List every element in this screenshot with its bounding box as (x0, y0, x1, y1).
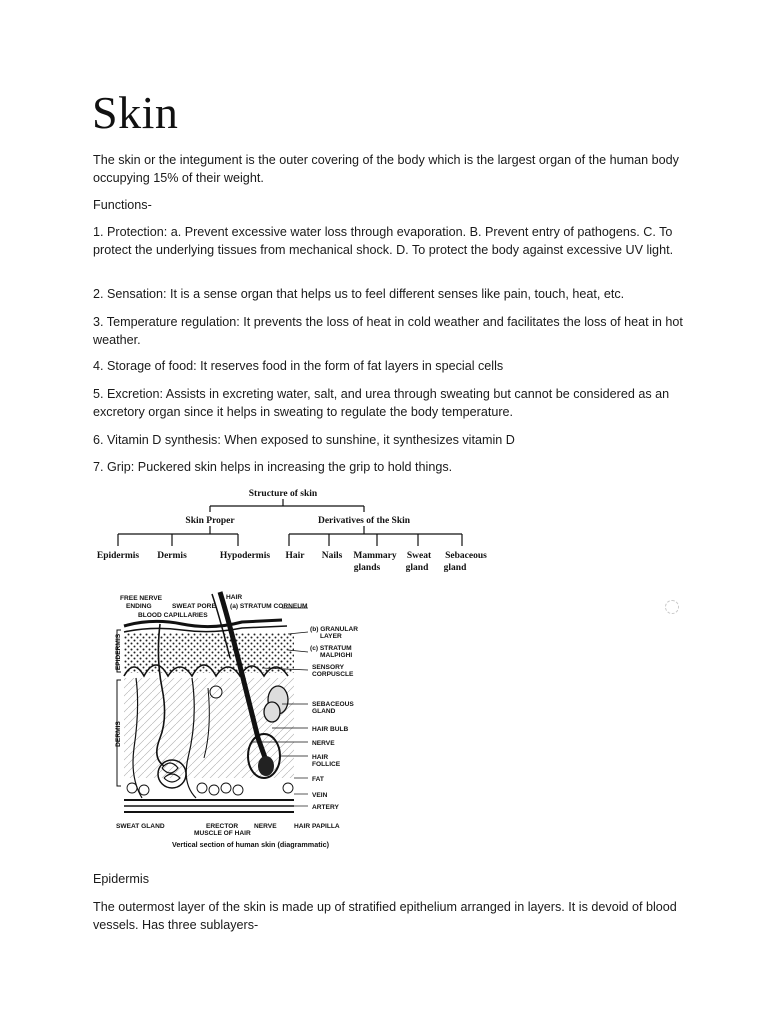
functions-heading: Functions- (93, 198, 152, 212)
label-vein: VEIN (312, 792, 328, 799)
label-free-nerve-ending: ENDING (126, 603, 152, 610)
label-dermis-side: DERMIS (115, 721, 122, 747)
label-hair: HAIR (226, 594, 243, 601)
label-sebaceous-2: GLAND (312, 708, 336, 715)
tree-sweat: Sweat (406, 551, 432, 561)
tree-epidermis: Epidermis (96, 551, 140, 561)
tree-derivatives: Derivatives of the Skin (317, 516, 411, 526)
label-free-nerve: FREE NERVE (120, 595, 163, 602)
label-sensory-2: CORPUSCLE (312, 671, 354, 678)
page-title: Skin (92, 87, 179, 138)
function-protection: 1. Protection: a. Prevent excessive water loss through evaporation. B. Prevent entry of pathogens. C. To protect the underlying tissues from mechanical shock. D. To protect the body against excessive UV light. (93, 225, 674, 257)
tree-hair: Hair (285, 551, 305, 561)
label-sensory: SENSORY (312, 664, 344, 671)
label-epidermis-side: EPIDERMIS (115, 633, 122, 671)
label-granular: (b) GRANULAR (310, 626, 358, 633)
label-fat: FAT (312, 776, 324, 783)
skin-section-illustration (117, 592, 308, 812)
tree-sebaceous: Sebaceous (445, 551, 487, 561)
label-malpighi-2: MALPIGHI (320, 652, 353, 659)
label-hair-follicle: HAIR (312, 754, 329, 761)
tree-sebaceous-2: gland (443, 563, 467, 573)
skin-section-diagram (112, 588, 370, 858)
function-vitamin-d: 6. Vitamin D synthesis: When exposed to sunshine, it synthesizes vitamin D (93, 433, 515, 447)
tree-mammary: Mammary (353, 551, 397, 561)
tree-hypodermis: Hypodermis (219, 551, 271, 561)
label-hair-bulb: HAIR BULB (312, 726, 349, 733)
label-blood-capillaries: BLOOD CAPILLARIES (138, 612, 208, 619)
tree-skin-proper: Skin Proper (185, 516, 235, 526)
function-sensation: 2. Sensation: It is a sense organ that helps us to feel different senses like pain, touch, heat, etc. (93, 287, 625, 301)
label-hair-papilla: HAIR PAPILLA (294, 823, 340, 830)
label-hair-follicle-2: FOLLICE (312, 761, 341, 768)
tree-sweat-2: gland (405, 563, 429, 573)
tree-nails: Nails (321, 551, 343, 561)
skin-structure-tree (92, 484, 494, 576)
intro-paragraph: The skin or the integument is the outer covering of the body which is the largest organ of the human body occupying 15% of their weight. (93, 153, 679, 185)
tree-root: Structure of skin (248, 489, 318, 499)
label-sebaceous: SEBACEOUS (312, 701, 354, 708)
label-stratum-corneum: (a) STRATUM CORNEUM (230, 603, 308, 610)
label-nerve-right: NERVE (312, 740, 335, 747)
epidermis-heading: Epidermis (93, 872, 149, 886)
label-sweat-gland: SWEAT GLAND (116, 823, 165, 830)
tree-dermis: Dermis (157, 551, 187, 561)
tree-mammary-2: glands (353, 563, 381, 573)
label-erector-2: MUSCLE OF HAIR (194, 830, 251, 837)
label-malpighi: (c) STRATUM (310, 645, 352, 652)
label-granular-2: LAYER (320, 633, 342, 640)
label-erector: ERECTOR (206, 823, 239, 830)
section-caption: Vertical section of human skin (diagrammatic) (172, 840, 329, 849)
function-excretion: 5. Excretion: Assists in excreting water, salt, and urea through sweating but cannot be considered as an excretory organ since it helps in sweating to regulate the body temperature. (93, 387, 670, 419)
function-grip: 7. Grip: Puckered skin helps in increasing the grip to hold things. (93, 460, 453, 474)
function-temperature: 3. Temperature regulation: It prevents the loss of heat in cold weather and facilitates the loss of heat in hot weather. (93, 315, 683, 347)
label-artery: ARTERY (312, 804, 339, 811)
epidermis-paragraph: The outermost layer of the skin is made up of stratified epithelium arranged in layers. It is devoid of blood vessels. Has three sublayers- (93, 900, 677, 932)
loading-spinner-icon (665, 600, 679, 614)
label-sweat-pore: SWEAT PORE (172, 603, 216, 610)
label-nerve-bottom: NERVE (254, 823, 277, 830)
function-storage: 4. Storage of food: It reserves food in the form of fat layers in special cells (93, 359, 504, 373)
